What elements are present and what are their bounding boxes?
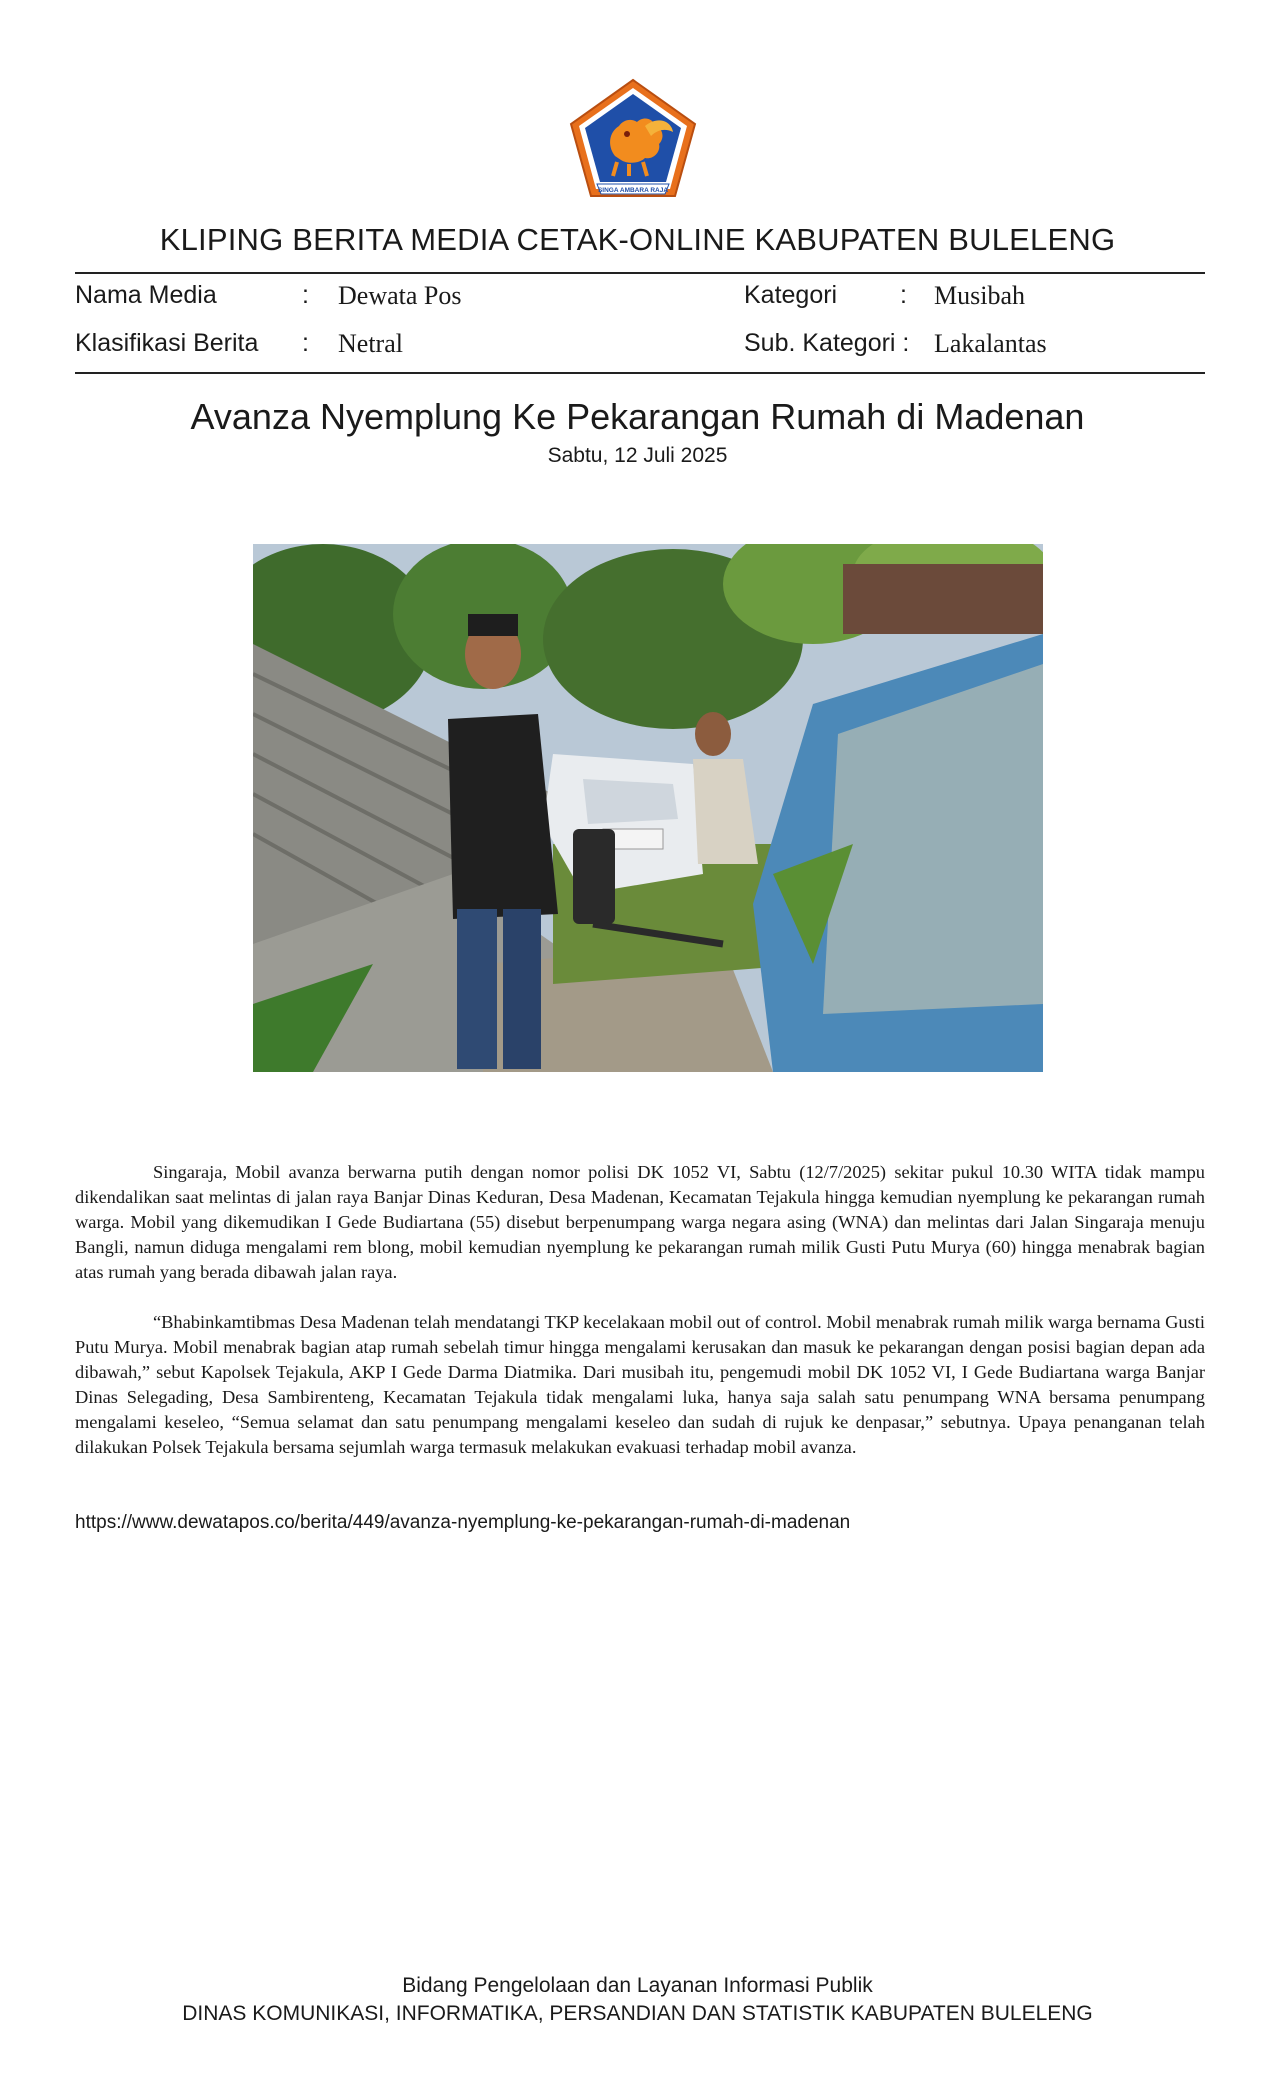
colon: : [302, 281, 309, 309]
footer-unit: Bidang Pengelolaan dan Layanan Informasi Publik [402, 1974, 873, 1997]
article-photo [253, 544, 1043, 1072]
buleleng-logo [567, 76, 699, 200]
header-title: KLIPING BERITA MEDIA CETAK-ONLINE KABUPATEN BULELENG [159, 222, 1116, 257]
nama-media-label: Nama Media [75, 281, 217, 309]
article-paragraph-2: “Bhabinkamtibmas Desa Madenan telah mendatangi TKP kecelakaan mobil out of control. Mobil menabrak rumah milik warga bernama Gusti Putu Murya. Mobil menabrak bagian atap rumah sebelah timur hingga mengalami kerusakan dan masuk ke pekarangan dengan posisi bagian depan ada dibawah,” sebut Kapolsek Tejakula, AKP I Gede Darma Diatmika. Dari musibah itu, pengemudi mobil DK 1052 VI, I Gede Budiartana warga Banjar Dinas Selegading, Desa Sambirenteng, Kecamatan Tejakula tidak mengalami luka, hanya saja salah satu penumpang WNA bersama penumpang mengalami keseleo, “Semua selamat dan satu penumpang mengalami keseleo dan sudah di rujuk ke denpasar,” sebutnya. Upaya penanganan telah dilakukan Polsek Tejakula bersama sejumlah warga termasuk melakukan evakuasi terhadap mobil avanza. [75, 1312, 1205, 1457]
header-rule-bottom [75, 372, 1205, 374]
klasifikasi-label: Klasifikasi Berita [75, 329, 259, 357]
article-date: Sabtu, 12 Juli 2025 [547, 444, 728, 467]
sub-kategori-value: Lakalantas [934, 329, 1047, 358]
colon: : [900, 281, 907, 309]
article-paragraph-1: Singaraja, Mobil avanza berwarna putih dengan nomor polisi DK 1052 VI, Sabtu (12/7/2025) sekitar pukul 10.30 WITA tidak mampu dikendalikan saat melintas di jalan raya Banjar Dinas Keduran, Desa Madenan, Kecamatan Tejakula hingga kemudian nyemplung ke pekarangan rumah warga. Mobil yang dikemudikan I Gede Budiartana (55) disebut berpenumpang warga negara asing (WNA) dan melintas dari Jalan Singaraja menuju Bangli, namun diduga mengalami rem blong, mobil kemudian nyemplung ke pekarangan rumah milik Gusti Putu Murya (60) hingga menabrak bagian atas rumah yang berada dibawah jalan raya. [75, 1162, 1205, 1282]
logo-motto: SINGA AMBARA RAJA [597, 187, 669, 194]
colon: : [302, 329, 309, 357]
sub-kategori-label: Sub. Kategori : [744, 329, 910, 357]
article-title: Avanza Nyemplung Ke Pekarangan Rumah di Madenan [190, 396, 1085, 437]
source-link[interactable]: https://www.dewatapos.co/berita/449/avanza-nyemplung-ke-pekarangan-rumah-di-madenan [75, 1512, 851, 1533]
klasifikasi-value: Netral [338, 329, 403, 358]
header-rule-top [75, 272, 1205, 274]
nama-media-value: Dewata Pos [338, 281, 462, 310]
kategori-value: Musibah [934, 281, 1025, 310]
footer-agency: DINAS KOMUNIKASI, INFORMATIKA, PERSANDIAN DAN STATISTIK KABUPATEN BULELENG [182, 2002, 1093, 2025]
kategori-label: Kategori [744, 281, 838, 309]
